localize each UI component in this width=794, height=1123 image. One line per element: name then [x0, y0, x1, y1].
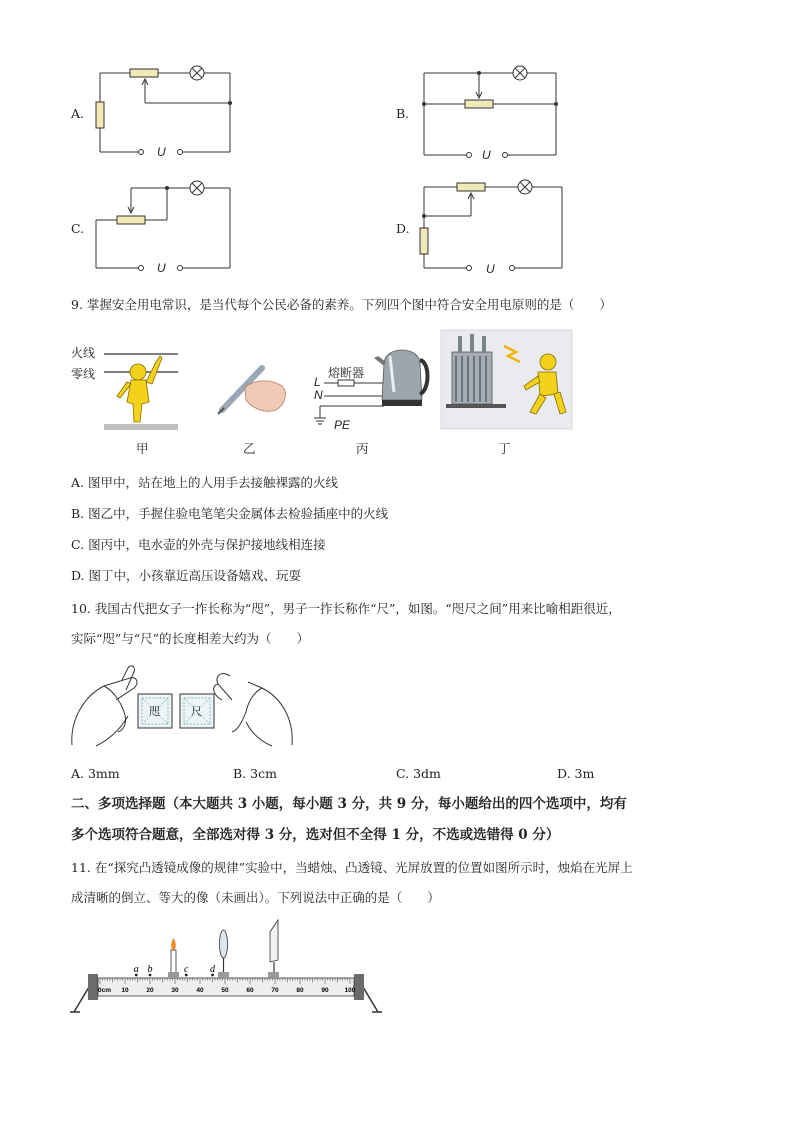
- chi-character: 尺: [191, 705, 202, 718]
- ruler-tick-label: 20: [146, 987, 154, 994]
- question-9-option-c: C. 图丙中，电水壶的外壳与保护接地线相连接: [71, 537, 326, 552]
- ruler-start-label: 0cm: [98, 987, 112, 994]
- question-11-stem-line1: 11. 在“探究凸透镜成像的规律”实验中，当蜡烛、凸透镜、光屏放置的位置如图所示时，烛焰在光屏上: [71, 860, 633, 875]
- option-label-b: B.: [396, 106, 410, 121]
- zhi-character: 咫: [149, 705, 160, 718]
- question-10-option-a: A. 3mm: [71, 766, 120, 781]
- question-10-option-d: D. 3m: [557, 766, 595, 781]
- ruler-tick-label: 30: [171, 987, 179, 994]
- bench-end-right: [354, 974, 364, 1000]
- neutral-wire-label: 零线: [71, 367, 96, 381]
- voltage-label: U: [157, 145, 166, 159]
- ruler-tick-label: 60: [246, 987, 254, 994]
- question-10-option-b: B. 3cm: [233, 766, 277, 781]
- figure-caption: 丙: [356, 441, 369, 456]
- candle-icon: [168, 938, 179, 978]
- pe-label: PE: [334, 418, 351, 432]
- voltage-label: U: [486, 262, 495, 276]
- option-label-c: C.: [71, 221, 85, 236]
- fuse-label: 熔断器: [328, 366, 365, 380]
- l-label: L: [314, 375, 321, 389]
- question-9-option-a: A. 图甲中，站在地上的人用手去接触裸露的火线: [71, 475, 338, 490]
- ruler-tick-label: 90: [321, 987, 329, 994]
- question-10-option-c: C. 3dm: [396, 766, 441, 781]
- question-10-stem-line1: 10. 我国古代把女子一拃长称为“咫”，男子一拃长称作“尺”，如图。“咫尺之间”用来比喻相距很近，: [71, 601, 621, 616]
- question-9-option-b: B. 图乙中，手握住验电笔笔尖金属体去检验插座中的火线: [71, 506, 389, 521]
- figure-caption: 乙: [243, 441, 256, 456]
- section-2-heading-line2: 多个选项符合题意，全部选对得 3 分，选对但不全得 1 分，不选或选错得 0 分）: [71, 827, 560, 843]
- question-9-option-d: D. 图丁中，小孩靠近高压设备嬉戏、玩耍: [71, 568, 302, 583]
- ruler-tick-label: 40: [196, 987, 204, 994]
- bench-point-label: d: [210, 964, 215, 975]
- voltage-label: U: [482, 148, 491, 162]
- question-10-stem-line2: 实际“咫”与“尺”的长度相差大约为（ ）: [71, 631, 310, 646]
- figure-caption: 甲: [136, 441, 149, 456]
- n-label: N: [314, 388, 323, 402]
- ruler-tick-label: 10: [121, 987, 129, 994]
- bench-point-label: a: [133, 964, 139, 975]
- bench-end-left: [88, 974, 98, 1000]
- ruler-tick-label: 70: [271, 987, 279, 994]
- live-wire-label: 火线: [71, 346, 96, 360]
- question-11-stem-line2: 成清晰的倒立、等大的像（未画出）。下列说法中正确的是（ ）: [71, 890, 440, 905]
- bench-point-label: c: [184, 964, 189, 975]
- ruler-tick-label: 50: [221, 987, 229, 994]
- ruler-tick-label: 100: [344, 987, 356, 994]
- figure-caption: 丁: [498, 441, 511, 456]
- question-9-stem: 9. 掌握安全用电常识，是当代每个公民必备的素养。下列四个图中符合安全用电原则的是（ ）: [71, 297, 612, 312]
- option-label-d: D.: [396, 221, 410, 236]
- ruler-tick-label: 80: [296, 987, 304, 994]
- option-label-a: A.: [71, 106, 85, 121]
- voltage-label: U: [157, 261, 166, 275]
- screen-icon: [268, 920, 279, 978]
- lens-icon: [218, 930, 229, 978]
- section-2-heading-line1: 二、多项选择题（本大题共 3 小题，每小题 3 分，共 9 分，每小题给出的四个选项中，均有: [71, 796, 627, 812]
- bench-point-label: b: [147, 964, 153, 975]
